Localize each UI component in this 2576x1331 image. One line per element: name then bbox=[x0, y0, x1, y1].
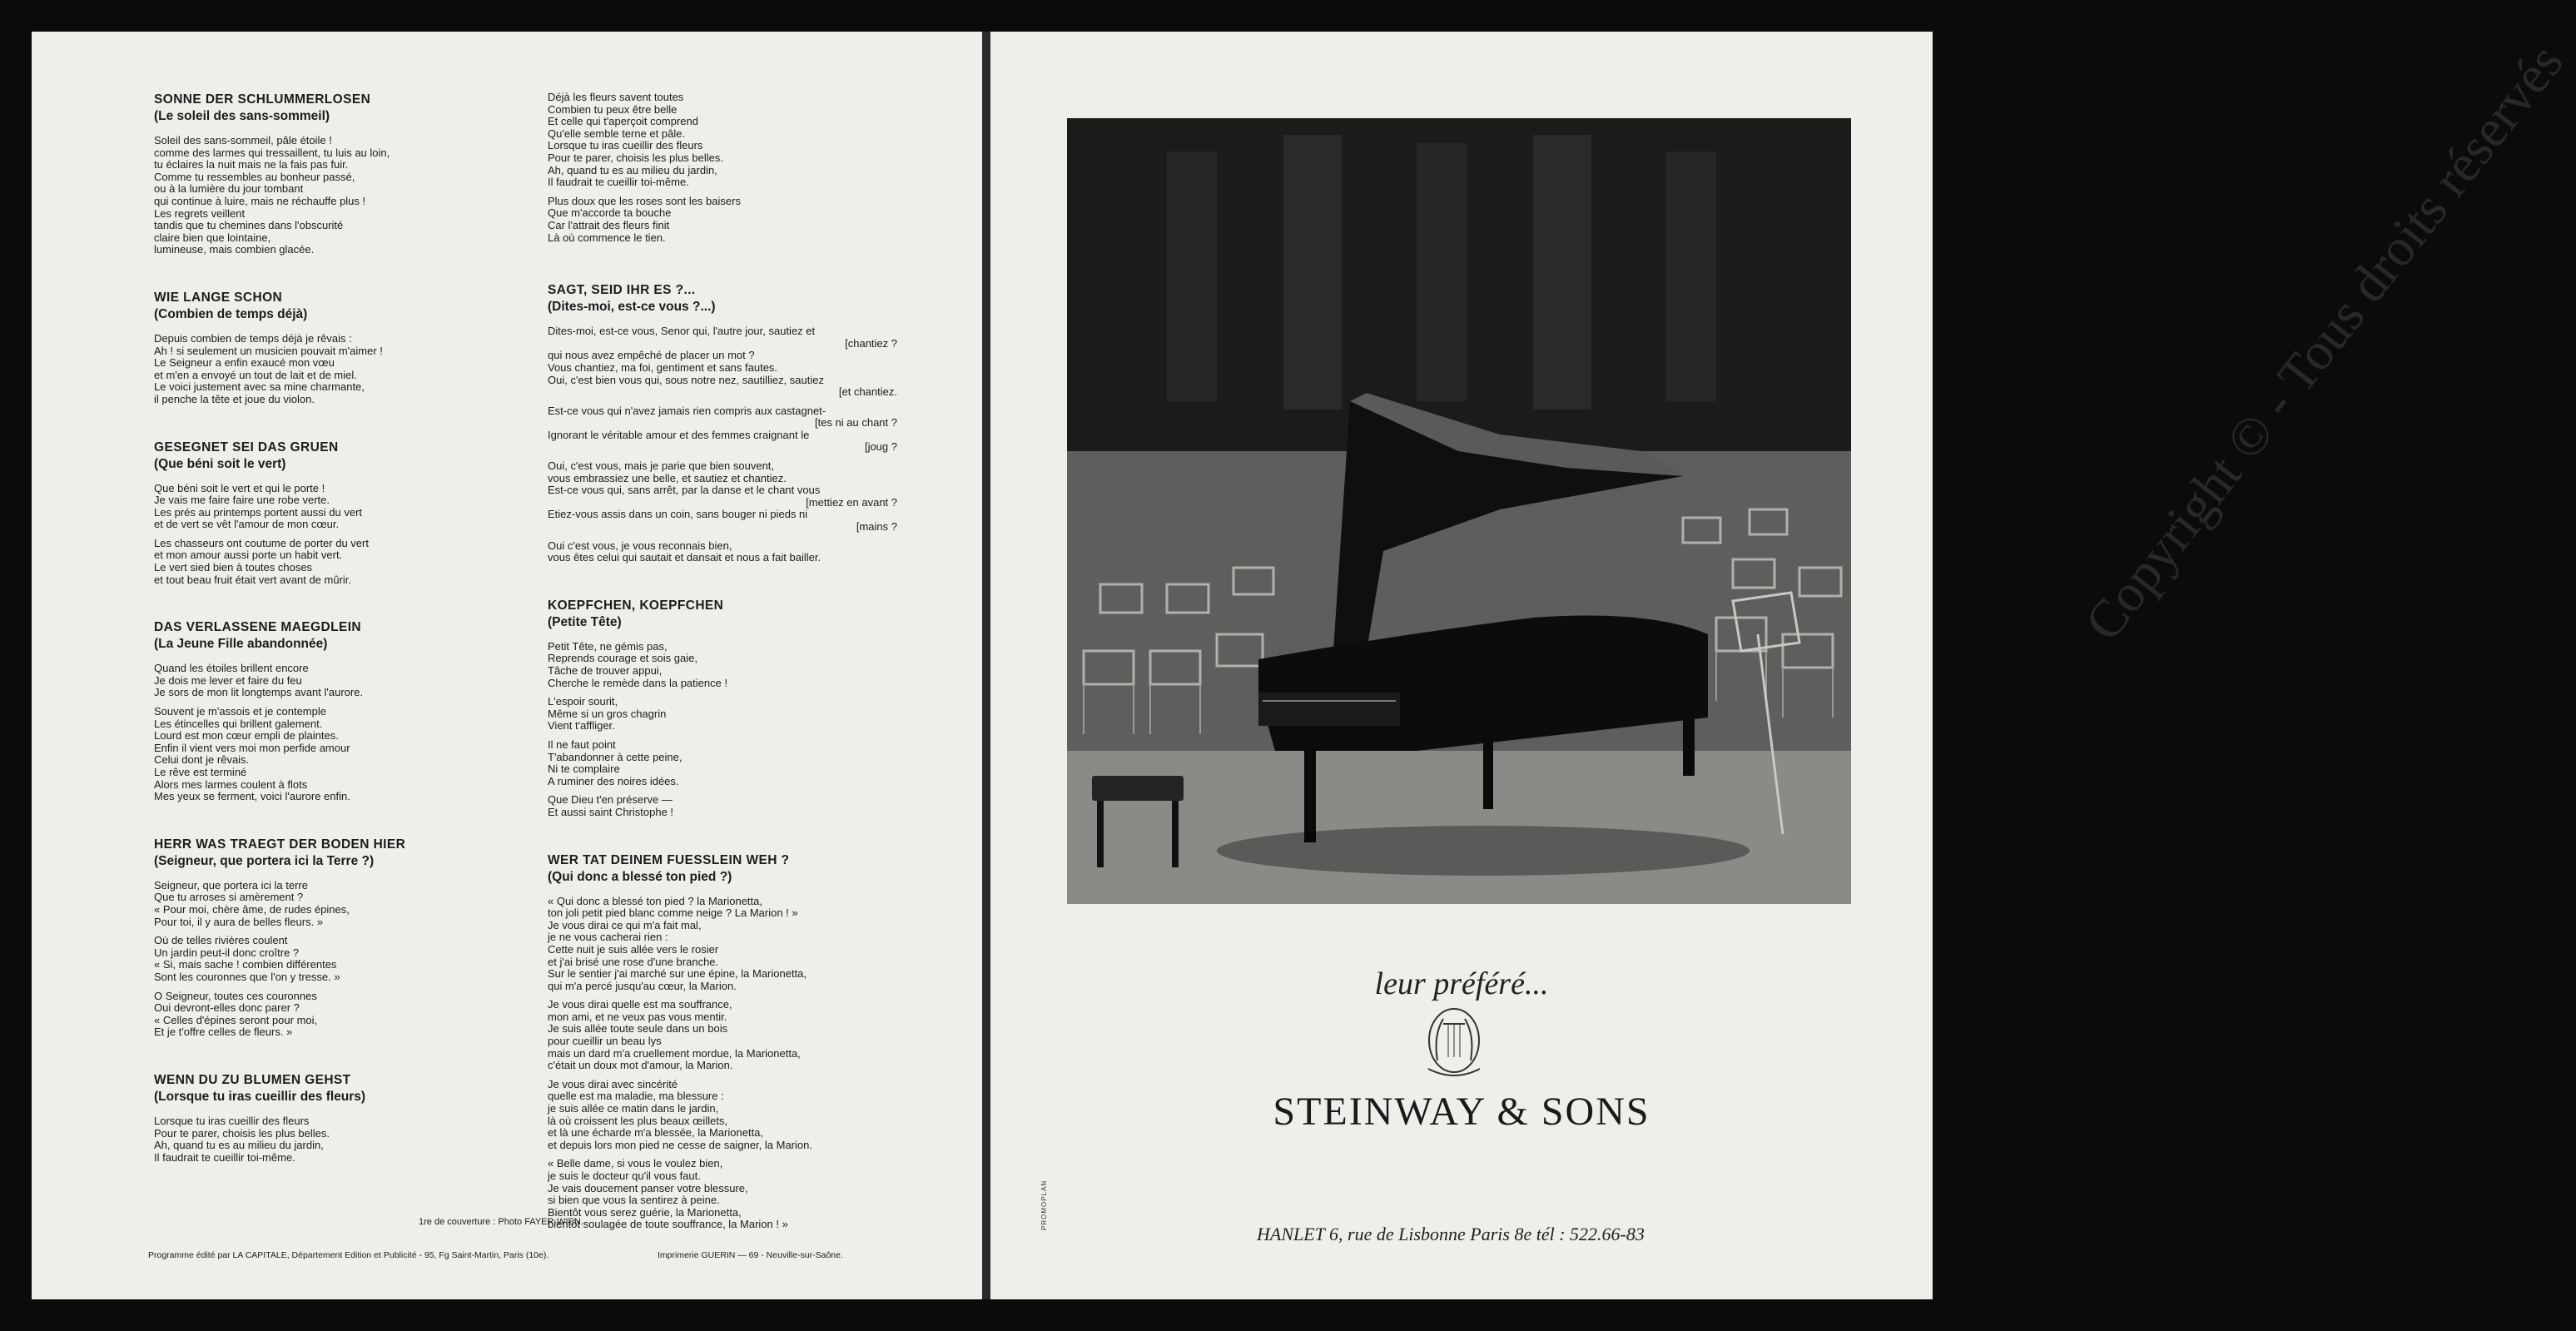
lyric-line: quelle est ma maladie, ma blessure : bbox=[548, 1090, 724, 1103]
lyric-line: Pour te parer, choisis les plus belles. bbox=[154, 1126, 330, 1140]
lyric-line: Je vous dirai quelle est ma souffrance, bbox=[548, 998, 732, 1011]
lyric-line: Lourd est mon cœur empli de plaintes. bbox=[154, 729, 339, 742]
continued-stanzas bbox=[548, 92, 897, 244]
lyric-line: qui m'a percé jusqu'au cœur, la Marion. bbox=[548, 979, 737, 992]
song-translation-title: (Le soleil des sans-sommeil) bbox=[154, 109, 330, 123]
lyric-line: Et je t'offre celles de fleurs. » bbox=[154, 1026, 293, 1039]
lyric-line: Que tu arroses si amèrement ? bbox=[154, 891, 304, 904]
song-title: WIE LANGE SCHON bbox=[154, 290, 283, 305]
stanza bbox=[154, 333, 429, 406]
lyric-line: vous embrassiez une belle, et sautiez et chantiez. bbox=[548, 471, 787, 484]
song-title: KOEPFCHEN, KOEPFCHEN bbox=[548, 598, 724, 613]
lyric-line: Petit Tête, ne gémis pas, bbox=[548, 639, 668, 653]
song-translation-title: (Seigneur, que portera ici la Terre ?) bbox=[154, 853, 375, 868]
lyric-line: Déjà les fleurs savent toutes bbox=[548, 91, 684, 103]
brand-name: STEINWAY & SONS bbox=[1273, 1090, 1650, 1134]
lyric-line: [mettiez en avant ? bbox=[806, 495, 897, 509]
cover-credit: 1re de couverture : Photo FAYER-WIEN. bbox=[419, 1217, 583, 1227]
stanza bbox=[548, 540, 897, 564]
stanza bbox=[154, 935, 429, 983]
lyric-line: mon ami, et ne veux pas vous mentir. bbox=[548, 1010, 727, 1023]
lyric-line: Depuis combien de temps déjà je rêvais : bbox=[154, 331, 352, 345]
lyric-line: Pour te parer, choisis les plus belles. bbox=[548, 151, 723, 164]
lyric-line: Sont les couronnes que l'on y tresse. » bbox=[154, 970, 340, 983]
lyric-line: bientôt soulagée de toute souffrance, la Marion ! » bbox=[548, 1218, 788, 1231]
stanza bbox=[548, 460, 897, 534]
lyric-line: Il faudrait te cueillir toi-même. bbox=[154, 1150, 295, 1164]
stanza bbox=[548, 999, 897, 1072]
lyric-line: Soleil des sans-sommeil, pâle étoile ! bbox=[154, 134, 332, 147]
lyric-line: Ni te complaire bbox=[548, 762, 620, 776]
copyright-watermark: Copyright © - Tous droits réservés bbox=[2072, 32, 2575, 652]
lyric-line: là où croissent les plus beaux œillets, bbox=[548, 1114, 728, 1127]
lyric-line: Qu'elle semble terne et pâle. bbox=[548, 127, 686, 140]
lyric-line: vous êtes celui qui sautait et dansait et nous a fait bailler. bbox=[548, 551, 821, 564]
lyric-line: « Si, mais sache ! combien différentes bbox=[154, 958, 337, 971]
right-page-advertisement bbox=[990, 32, 2575, 1299]
stanza bbox=[548, 325, 897, 399]
song-block bbox=[154, 290, 429, 406]
song-block bbox=[154, 1072, 429, 1164]
lyric-line: Quand les étoiles brillent encore bbox=[154, 662, 309, 675]
lyric-line: Et celle qui t'aperçoit comprend bbox=[548, 115, 698, 128]
lyric-line: Ignorant le véritable amour et des femmes craignant le bbox=[548, 428, 810, 441]
lyric-line: Sur le sentier j'ai marché sur une épine, la Marionetta, bbox=[548, 967, 807, 981]
stanza bbox=[548, 1079, 897, 1152]
lyric-line: mais un dard m'a cruellement mordue, la Marionetta, bbox=[548, 1046, 801, 1060]
lyric-line: L'espoir sourit, bbox=[548, 695, 618, 708]
song-block bbox=[548, 598, 897, 819]
lyric-line: Est-ce vous qui, sans arrêt, par la danse et le chant vous bbox=[548, 484, 821, 497]
lyric-line: et de vert se vêt l'amour de mon cœur. bbox=[154, 518, 340, 531]
lyric-line: lumineuse, mais combien glacée. bbox=[154, 243, 315, 256]
lyric-line: Oui, c'est bien vous qui, sous notre nez, sautilliez, sautiez bbox=[548, 373, 824, 386]
song-translation-title: (Petite Tête) bbox=[548, 614, 622, 629]
lyric-line: Et aussi saint Christophe ! bbox=[548, 805, 674, 818]
lyric-line: Pour toi, il y aura de belles fleurs. » bbox=[154, 915, 324, 928]
lyric-line: A ruminer des noires idées. bbox=[548, 774, 679, 787]
song-block bbox=[154, 837, 429, 1039]
lyric-line: il penche la tête et joue du violon. bbox=[154, 392, 315, 405]
lyric-line: Le vert sied bien à toutes choses bbox=[154, 561, 313, 574]
lyric-line: Oui devront-elles donc parer ? bbox=[154, 1001, 300, 1015]
lyric-line: c'était un doux mot d'amour, la Marion. bbox=[548, 1059, 733, 1072]
tagline: leur préféré... bbox=[1374, 966, 1549, 1001]
lyric-line: Celui dont je rêvais. bbox=[154, 753, 250, 767]
lyric-line: Cherche le remède dans la patience ! bbox=[548, 676, 728, 689]
lyric-line: Souvent je m'assois et je contemple bbox=[154, 705, 326, 718]
lyric-line: Les chasseurs ont coutume de porter du vert bbox=[154, 536, 369, 549]
song-title: SONNE DER SCHLUMMERLOSEN bbox=[154, 92, 371, 107]
lyric-line: claire bien que lointaine, bbox=[154, 231, 271, 244]
lyric-line: [joug ? bbox=[864, 440, 897, 454]
lyric-line: et j'ai brisé une rose d'une branche. bbox=[548, 955, 719, 968]
song-title: GESEGNET SEI DAS GRUEN bbox=[154, 440, 339, 454]
dealer-address: HANLET 6, rue de Lisbonne Paris 8e tél : 522.66-83 bbox=[1257, 1224, 1645, 1244]
lyric-line: [chantiez ? bbox=[845, 336, 897, 350]
lyric-line: Même si un gros chagrin bbox=[548, 707, 667, 720]
lyric-line: Là où commence le tien. bbox=[548, 231, 666, 244]
song-title: WER TAT DEINEM FUESSLEIN WEH ? bbox=[548, 852, 790, 867]
song-translation-title: (Lorsque tu iras cueillir des fleurs) bbox=[154, 1089, 366, 1104]
lyric-line: Je dois me lever et faire du feu bbox=[154, 673, 302, 687]
stanza bbox=[548, 196, 897, 244]
song-block bbox=[548, 282, 897, 564]
lyric-line: tandis que tu chemines dans l'obscurité bbox=[154, 219, 344, 232]
lyric-line: Etiez-vous assis dans un coin, sans bouger ni pieds ni bbox=[548, 508, 808, 521]
printer-footer: Imprimerie GUERIN — 69 - Neuville-sur-Saône. bbox=[658, 1250, 843, 1260]
lyric-line: Oui, c'est vous, mais je parie que bien souvent, bbox=[548, 459, 775, 473]
song-block bbox=[154, 92, 429, 256]
lyric-line: Seigneur, que portera ici la terre bbox=[154, 878, 308, 891]
lyric-line: si bien que vous la sentirez à peine. bbox=[548, 1194, 720, 1207]
publisher-footer: Programme édité par LA CAPITALE, Département Edition et Publicité - 95, Fg Saint-Martin, Paris (10e). bbox=[148, 1250, 549, 1260]
lyric-line: Comme tu ressembles au bonheur passé, bbox=[154, 170, 355, 183]
lyric-line: Alors mes larmes coulent à flots bbox=[154, 777, 308, 791]
stanza bbox=[154, 880, 429, 928]
lyric-line: et depuis lors mon pied ne cesse de saigner, la Marion. bbox=[548, 1138, 812, 1151]
stanza bbox=[154, 538, 429, 586]
lyric-line: pour cueillir un beau lys bbox=[548, 1035, 662, 1048]
lyric-line: et m'en a envoyé un tout de lait et de miel. bbox=[154, 368, 357, 381]
lyric-line: Je suis allée toute seule dans un bois bbox=[548, 1022, 728, 1035]
lyric-line: Il faudrait te cueillir toi-même. bbox=[548, 176, 689, 189]
lyric-line: [et chantiez. bbox=[838, 385, 897, 399]
stanza bbox=[154, 483, 429, 531]
lyric-line: qui continue à luire, mais ne réchauffe plus ! bbox=[154, 194, 366, 207]
song-translation-title: (Combien de temps déjà) bbox=[154, 306, 308, 321]
song-block bbox=[154, 619, 429, 803]
lyric-line: je suis le docteur qu'il vous faut. bbox=[548, 1170, 701, 1182]
lyric-line: Que m'accorde ta bouche bbox=[548, 206, 672, 220]
lyric-line: Vient t'affliger. bbox=[548, 719, 615, 733]
lyric-line: Cette nuit je suis allée vers le rosier bbox=[548, 942, 719, 956]
lyric-line: et là une écharde m'a blessée, la Marionetta, bbox=[548, 1126, 764, 1140]
song-title: WENN DU ZU BLUMEN GEHST bbox=[154, 1072, 351, 1087]
lyric-line: Les regrets veillent bbox=[154, 206, 246, 220]
stanza bbox=[548, 896, 897, 993]
lyric-line: Je vous dirai avec sincérité bbox=[548, 1077, 678, 1090]
lyric-line: « Pour moi, chère âme, de rudes épines, bbox=[154, 902, 350, 916]
lyrics-column-right bbox=[548, 92, 897, 1264]
stanza bbox=[548, 794, 897, 818]
stanza bbox=[154, 135, 429, 256]
lyric-line: Je vous dirai ce qui m'a fait mal, bbox=[548, 918, 702, 931]
song-block bbox=[154, 440, 429, 587]
stanza bbox=[548, 405, 897, 454]
song-title: SAGT, SEID IHR ES ?... bbox=[548, 283, 696, 298]
song-translation-title: (Que béni soit le vert) bbox=[154, 456, 286, 471]
lyric-line: Les prés au printemps portent aussi du vert bbox=[154, 505, 363, 519]
lyric-line: je suis allée ce matin dans le jardin, bbox=[548, 1102, 719, 1115]
lyric-line: Lorsque tu iras cueillir des fleurs bbox=[548, 139, 703, 152]
lyrics-column-left bbox=[154, 92, 429, 1197]
agency-credit: PROMOPLAN bbox=[1040, 1180, 1048, 1230]
stanza bbox=[548, 739, 897, 787]
lyric-line: Ah, quand tu es au milieu du jardin, bbox=[548, 163, 717, 176]
lyric-line: ton joli petit pied blanc comme neige ? La Marion ! » bbox=[548, 906, 798, 920]
lyric-line: Reprends courage et sois gaie, bbox=[548, 652, 697, 665]
lyric-line: T'abandonner à cette peine, bbox=[548, 750, 682, 763]
lyric-line: Je vais doucement panser votre blessure, bbox=[548, 1181, 748, 1194]
lyric-line: Combien tu peux être belle bbox=[548, 102, 678, 116]
lyric-line: Le voici justement avec sa mine charmante, bbox=[154, 380, 365, 394]
lyric-line: [tes ni au chant ? bbox=[814, 416, 897, 430]
lyric-line: Enfin il vient vers moi mon perfide amour bbox=[154, 741, 350, 754]
lyric-line: et tout beau fruit était vert avant de mûrir. bbox=[154, 573, 352, 586]
lyric-line: je ne vous cacherai rien : bbox=[548, 931, 668, 944]
song-translation-title: (Dites-moi, est-ce vous ?...) bbox=[548, 300, 716, 315]
lyric-line: « Belle dame, si vous le voulez bien, bbox=[548, 1157, 723, 1170]
lyric-line: Un jardin peut-il donc croître ? bbox=[154, 946, 300, 959]
lyric-line: Lorsque tu iras cueillir des fleurs bbox=[154, 1114, 310, 1127]
lyric-line: Mes yeux se ferment, voici l'aurore enfin. bbox=[154, 790, 350, 803]
lyric-line: Dites-moi, est-ce vous, Senor qui, l'autre jour, sautiez et bbox=[548, 325, 816, 338]
lyric-line: Le rêve est terminé bbox=[154, 766, 247, 778]
lyric-line: Que béni soit le vert et qui le porte ! bbox=[154, 481, 325, 494]
left-page bbox=[32, 32, 982, 1299]
song-translation-title: (Qui donc a blessé ton pied ?) bbox=[548, 869, 732, 884]
lyric-line: Il ne faut point bbox=[548, 738, 616, 751]
lyric-line: Ah ! si seulement un musicien pouvait m'aimer ! bbox=[154, 344, 383, 357]
lyric-line: tu éclaires la nuit mais ne la fais pas fuir. bbox=[154, 158, 349, 171]
lyric-line: [mains ? bbox=[856, 520, 897, 534]
piano-illustration bbox=[1067, 118, 1851, 904]
song-title: DAS VERLASSENE MAEGDLEIN bbox=[154, 620, 362, 635]
song-translation-title: (La Jeune Fille abandonnée) bbox=[154, 637, 328, 652]
grand-piano-photo bbox=[1067, 118, 1851, 904]
lyric-line: Les étincelles qui brillent galement. bbox=[154, 717, 323, 730]
lyric-line: « Celles d'épines seront pour moi, bbox=[154, 1013, 318, 1026]
lyric-line: Vous chantiez, ma foi, gentiment et sans fautes. bbox=[548, 360, 778, 374]
lyric-line: ou à la lumière du jour tombant bbox=[154, 182, 304, 196]
lyric-line: Car l'attrait des fleurs finit bbox=[548, 218, 670, 231]
page-spine bbox=[982, 32, 990, 1299]
stanza bbox=[548, 92, 897, 189]
lyric-line: Plus doux que les roses sont les baisers bbox=[548, 194, 741, 207]
lyric-line: Est-ce vous qui n'avez jamais rien compris aux castagnet- bbox=[548, 404, 826, 417]
lyric-line: Je sors de mon lit longtemps avant l'aurore. bbox=[154, 686, 364, 699]
lyric-line: Bientôt vous serez guérie, la Marionetta, bbox=[548, 1205, 742, 1219]
lyric-line: comme des larmes qui tressaillent, tu luis au loin, bbox=[154, 146, 390, 159]
lyric-line: Je vais me faire faire une robe verte. bbox=[154, 494, 330, 507]
lyric-line: et mon amour aussi porte un habit vert. bbox=[154, 549, 343, 562]
song-title: HERR WAS TRAEGT DER BODEN HIER bbox=[154, 837, 406, 852]
stanza bbox=[548, 696, 897, 733]
lyric-line: « Qui donc a blessé ton pied ? la Marionetta, bbox=[548, 894, 762, 907]
lyric-line: Ah, quand tu es au milieu du jardin, bbox=[154, 1139, 324, 1152]
song-block bbox=[548, 852, 897, 1231]
lyric-line: Oui c'est vous, je vous reconnais bien, bbox=[548, 539, 732, 552]
stanza bbox=[154, 1115, 429, 1164]
stanza bbox=[154, 991, 429, 1039]
lyric-line: Tâche de trouver appui, bbox=[548, 664, 663, 677]
lyric-line: Le Seigneur a enfin exaucé mon vœu bbox=[154, 356, 335, 370]
lyre-logo-icon bbox=[1417, 1002, 1491, 1082]
lyric-line: Que Dieu t'en préserve — bbox=[548, 793, 673, 807]
stanza bbox=[154, 706, 429, 803]
lyric-line: qui nous avez empêché de placer un mot ? bbox=[548, 349, 755, 362]
stanza bbox=[548, 641, 897, 689]
lyric-line: O Seigneur, toutes ces couronnes bbox=[154, 989, 317, 1002]
stanza bbox=[154, 663, 429, 699]
stanza bbox=[548, 1158, 897, 1231]
lyric-line: Où de telles rivières coulent bbox=[154, 934, 288, 947]
